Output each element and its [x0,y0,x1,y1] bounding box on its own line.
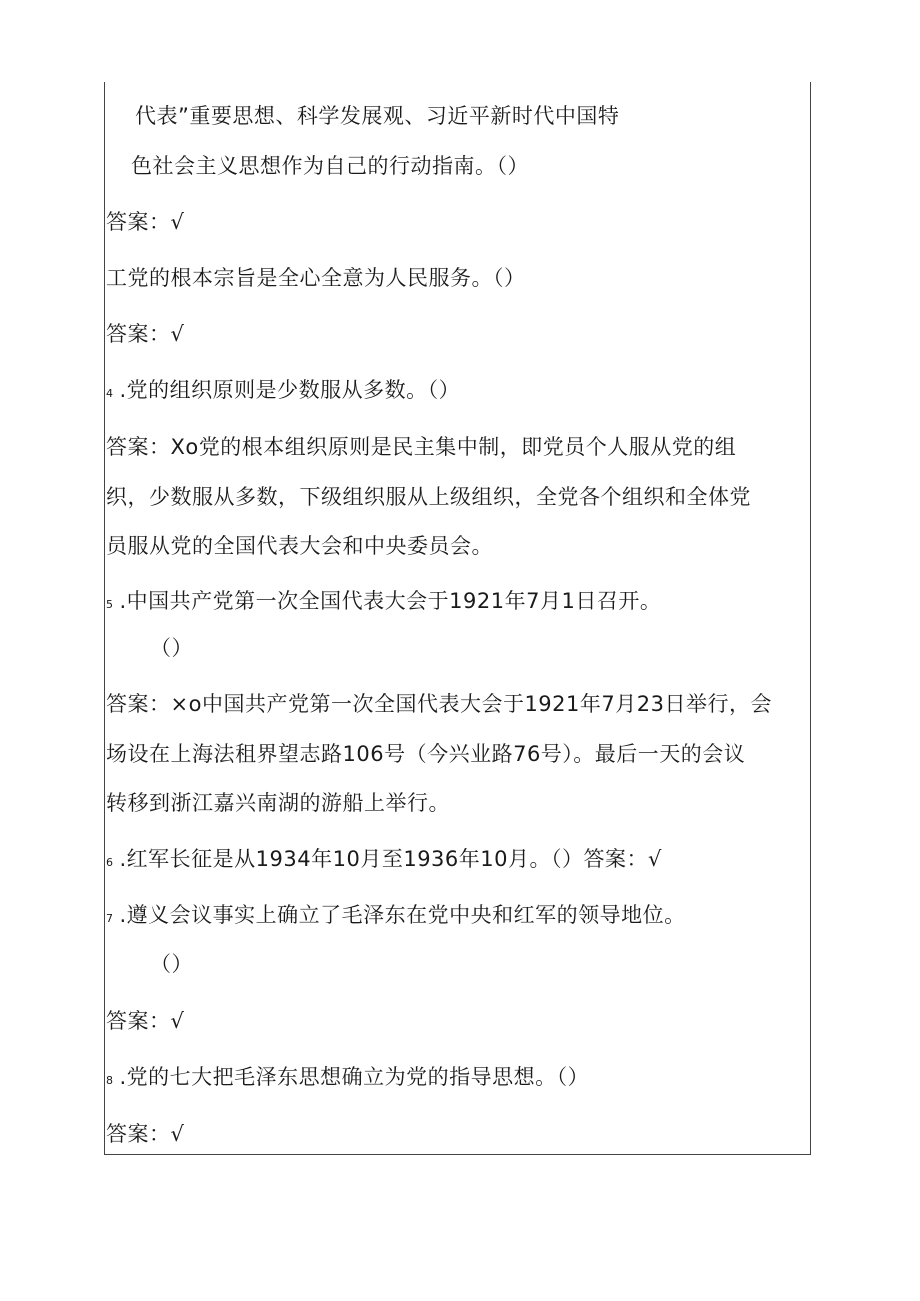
answer-line [106,789,450,817]
answer-line [106,320,184,348]
question-line [106,845,662,877]
question-line [106,587,661,619]
question-line [106,264,526,292]
question-number: 4 [106,387,114,400]
question-text: .中国共产党第一次全国代表大会于1921年7月1日召开。 [119,589,662,613]
question-line [106,376,460,408]
answer-line [106,1120,184,1148]
text-line [135,102,619,130]
text-line [131,152,529,180]
answer-text: 答案：√ [106,210,185,234]
blank-text: （） [150,952,193,976]
question-text: .党的七大把毛泽东思想确立为党的指导思想。（） [119,1065,590,1089]
answer-line [106,483,751,511]
question-line [106,1063,589,1095]
question-line [106,901,686,933]
blank-line [150,634,193,662]
answer-text: 答案：√ [106,322,185,346]
answer-line [106,208,184,236]
answer-text: 答案：√ [106,1122,185,1146]
question-number: 7 [106,912,114,925]
answer-text: 织，少数服从多数，下级组织服从上级组织，全党各个组织和全体党 [106,485,751,509]
line-text: 代表”重要思想、科学发展观、习近平新时代中国特 [135,104,620,128]
answer-text: 转移到浙江嘉兴南湖的游船上举行。 [106,791,450,815]
question-text: .遵义会议事实上确立了毛泽东在党中央和红军的领导地位。 [119,903,686,927]
line-text: 色社会主义思想作为自己的行动指南。（） [131,154,529,178]
answer-text: 答案：√ [106,1009,185,1033]
question-text: .党的组织原则是少数服从多数。（） [119,378,461,402]
answer-line [106,433,736,461]
answer-line [106,740,745,768]
question-text: .红军长征是从1934年10月至1936年10月。（）答案：√ [119,847,662,871]
question-number: 6 [106,856,114,869]
blank-line [150,950,193,978]
answer-text: 答案：Xo党的根本组织原则是民主集中制，即党员个人服从党的组 [106,435,737,459]
answer-line [106,1007,184,1035]
question-text: 工党的根本宗旨是全心全意为人民服务。（） [106,266,526,290]
answer-line [106,690,772,718]
answer-text: 员服从党的全国代表大会和中央委员会。 [106,534,493,558]
question-number: 8 [106,1074,114,1087]
answer-line [106,532,493,560]
answer-text: 答案：×o中国共产党第一次全国代表大会于1921年7月23日举行，会 [106,692,772,716]
blank-text: （） [150,636,193,660]
question-number: 5 [106,598,114,611]
answer-text: 场设在上海法租界望志路106号（今兴业路76号）。最后一天的会议 [106,742,746,766]
